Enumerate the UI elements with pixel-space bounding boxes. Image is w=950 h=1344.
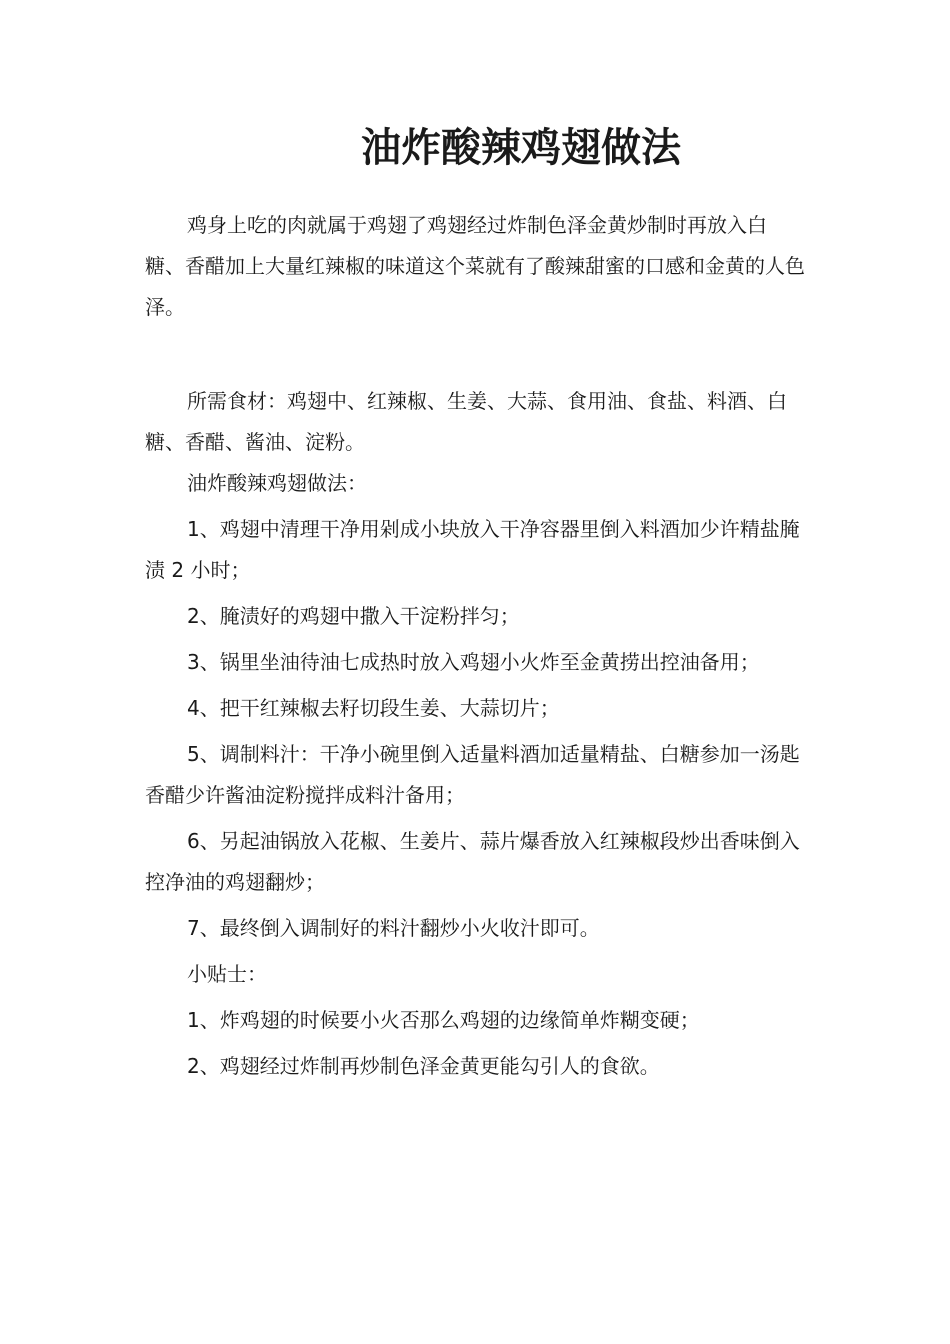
- step-item: 4、把干红辣椒去籽切段生姜、大蒜切片；: [187, 696, 560, 720]
- ingredients-paragraph: 所需食材：鸡翅中、红辣椒、生姜、大蒜、食用油、食盐、料酒、白糖、香醋、酱油、淀粉。: [145, 389, 787, 454]
- intro-paragraph: 鸡身上吃的肉就属于鸡翅了鸡翅经过炸制色泽金黄炒制时再放入白糖、香醋加上大量红辣椒的味道这个菜就有了酸辣甜蜜的口感和金黄的人色泽。: [145, 213, 805, 319]
- step-item: 5、调制料汁：干净小碗里倒入适量料酒加适量精盐、白糖参加一汤匙香醋少许酱油淀粉搅拌成料汁备用；: [145, 742, 800, 807]
- step-item: 2、腌渍好的鸡翅中撒入干淀粉拌匀；: [187, 604, 520, 628]
- page-title: 油炸酸辣鸡翅做法: [361, 124, 681, 171]
- step-item: 3、锅里坐油待油七成热时放入鸡翅小火炸至金黄捞出控油备用；: [187, 650, 760, 674]
- tip-item: 2、鸡翅经过炸制再炒制色泽金黄更能勾引人的食欲。: [187, 1054, 660, 1078]
- step-item: 7、最终倒入调制好的料汁翻炒小火收汁即可。: [187, 916, 600, 940]
- tip-item: 1、炸鸡翅的时候要小火否那么鸡翅的边缘简单炸糊变硬；: [187, 1008, 700, 1032]
- step-item: 1、鸡翅中清理干净用剁成小块放入干净容器里倒入料酒加少许精盐腌渍 2 小时；: [145, 517, 800, 582]
- tips-heading: 小贴士：: [187, 962, 267, 986]
- method-heading: 油炸酸辣鸡翅做法：: [187, 471, 367, 495]
- step-item: 6、另起油锅放入花椒、生姜片、蒜片爆香放入红辣椒段炒出香味倒入控净油的鸡翅翻炒；: [145, 829, 800, 894]
- document-body: [145, 205, 805, 1087]
